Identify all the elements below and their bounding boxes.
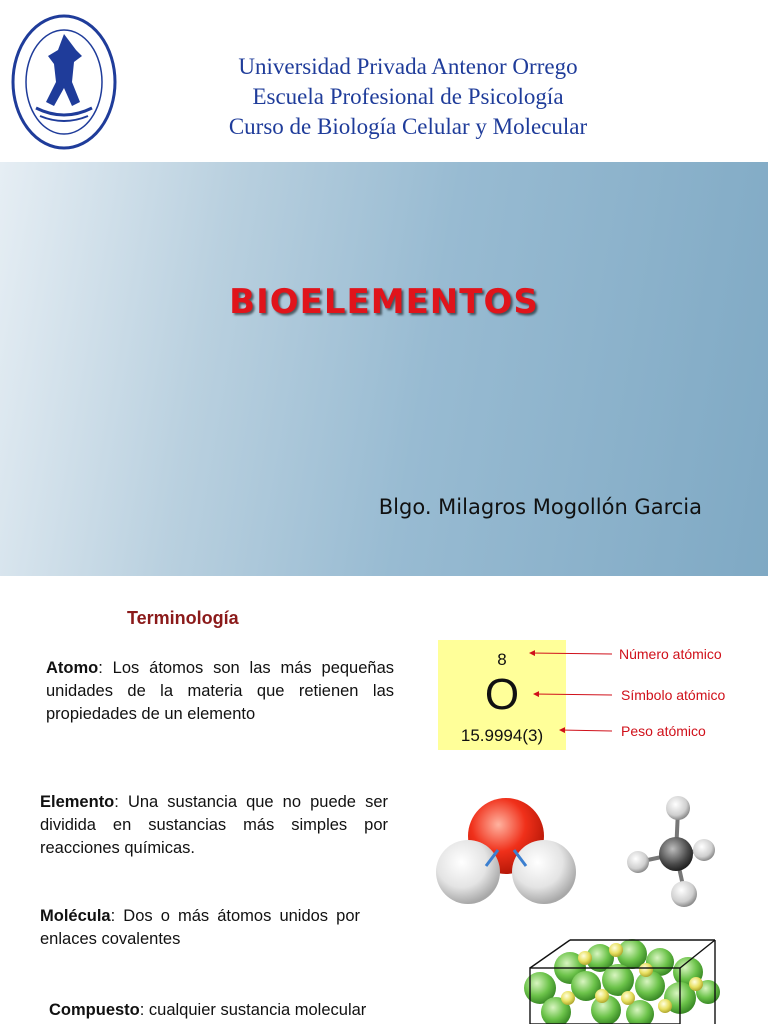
methane-molecule-icon <box>620 786 730 916</box>
element-term: Elemento <box>40 793 115 811</box>
school-name: Escuela Profesional de Psicología <box>252 84 564 109</box>
atomic-symbol: O <box>484 670 520 719</box>
label-atomic-weight: Peso atómico <box>621 723 706 739</box>
slide-title: BIOELEMENTOS <box>229 282 539 322</box>
definition-compound <box>49 999 427 1022</box>
molecule-text: : Dos o más átomos unidos por enlaces covalentes <box>40 907 360 948</box>
label-atomic-number: Número atómico <box>619 646 722 662</box>
author-name: Blgo. Milagros Mogollón Garcia <box>378 495 702 519</box>
water-molecule-icon <box>436 786 576 916</box>
definition-atom <box>46 657 394 726</box>
crystal-lattice-icon <box>510 928 720 1024</box>
section-title: Terminología <box>127 608 239 628</box>
terminology-slide <box>0 578 768 1024</box>
definition-element <box>40 791 388 860</box>
label-atomic-symbol: Símbolo atómico <box>621 687 726 703</box>
element-text: : Una sustancia que no puede ser dividida en sustancias más simples por reacciones químicas. <box>40 793 388 857</box>
atomic-number: 8 <box>497 650 507 669</box>
compound-term: Compuesto <box>49 1001 140 1019</box>
atom-text: : Los átomos son las más pequeñas unidades de la materia que retienen las propiedades de un elemento <box>46 659 394 723</box>
atomic-weight: 15.9994(3) <box>460 726 544 745</box>
molecule-term: Molécula <box>40 907 111 925</box>
compound-text: : cualquier sustancia molecular <box>139 1001 367 1019</box>
atom-term: Atomo <box>46 659 99 677</box>
header <box>0 0 768 160</box>
university-seal-icon <box>10 12 118 152</box>
label-arrows <box>520 640 620 740</box>
course-name: Curso de Biología Celular y Molecular <box>228 114 588 139</box>
university-name: Universidad Privada Antenor Orrego <box>238 54 578 79</box>
definition-molecule <box>40 905 360 951</box>
